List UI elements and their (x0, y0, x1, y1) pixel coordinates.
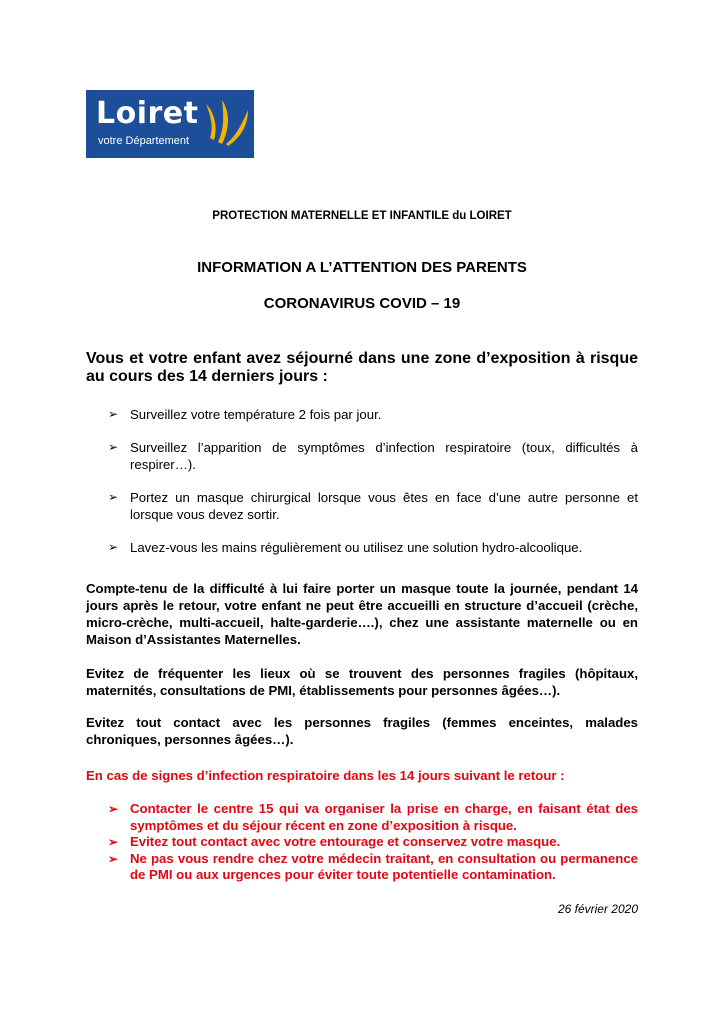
warning-heading: En cas de signes d’infection respiratoire dans les 14 jours suivant le retour : (86, 768, 565, 783)
document-title: INFORMATION A L’ATTENTION DES PARENTS (197, 259, 527, 276)
list-item-text: Surveillez votre température 2 fois par jour. (130, 407, 382, 422)
list-item (108, 539, 638, 556)
avoid-contact-paragraph: Evitez tout contact avec les personnes fragiles (femmes enceintes, malades chroniques, personnes âgées…). (86, 715, 638, 747)
list-item (108, 801, 638, 834)
recommendation-list (108, 406, 638, 572)
arrow-bullet-icon: ➢ (108, 490, 119, 504)
list-item-text: Portez un masque chirurgical lorsque vous êtes en face d’une autre personne et lorsque vous devez sortir. (130, 490, 638, 522)
document-date: 26 février 2020 (557, 902, 638, 916)
arrow-bullet-icon: ➢ (108, 407, 119, 421)
arrow-bullet-icon: ➢ (108, 851, 119, 866)
list-item-text: Ne pas vous rendre chez votre médecin traitant, en consultation ou permanence de PMI ou aux urgences pour éviter toute potentielle contamination. (130, 850, 638, 882)
arrow-bullet-icon: ➢ (108, 835, 119, 849)
organization-heading: PROTECTION MATERNELLE ET INFANTILE du LOIRET (212, 210, 512, 222)
warning-list (108, 801, 638, 884)
list-item-text: Lavez-vous les mains régulièrement ou utilisez une solution hydro-alcoolique. (130, 540, 583, 555)
arrow-bullet-icon: ➢ (108, 802, 119, 816)
document-subtitle: CORONAVIRUS COVID – 19 (263, 295, 461, 312)
intro-statement: Vous et votre enfant avez séjourné dans une zone d’exposition à risque au cours des 14 derniers jours : (86, 350, 638, 385)
wheat-icon (204, 96, 250, 146)
list-item (108, 406, 638, 423)
list-item (108, 851, 638, 884)
arrow-bullet-icon: ➢ (108, 540, 119, 554)
avoid-places-paragraph: Evitez de fréquenter les lieux où se trouvent des personnes fragiles (hôpitaux, maternités, consultations de PMI, établissements pour personnes âgées…). (86, 666, 638, 698)
list-item (108, 489, 638, 523)
list-item-text: Evitez tout contact avec votre entourage et conservez votre masque. (130, 834, 561, 849)
childcare-paragraph: Compte-tenu de la difficulté à lui faire porter un masque toute la journée, pendant 14 jours après le retour, votre enfant ne peut être accueilli en structure d’accueil (crèche, micro-crèche, multi-accueil, halte-garderie….), chez une assistante maternelle ou en Maison d’Assistantes Maternelles. (86, 581, 638, 647)
list-item-text: Contacter le centre 15 qui va organiser la prise en charge, en faisant état des symptômes et du séjour récent en zone d’exposition à risque. (130, 801, 638, 833)
list-item-text: Surveillez l’apparition de symptômes d’infection respiratoire (toux, difficultés à respirer…). (130, 440, 638, 472)
loiret-logo (86, 90, 254, 158)
logo-wordmark: Loiret (96, 96, 199, 131)
list-item (108, 439, 638, 473)
list-item (108, 834, 638, 851)
arrow-bullet-icon: ➢ (108, 440, 119, 454)
logo-subtitle: votre Département (98, 135, 190, 147)
